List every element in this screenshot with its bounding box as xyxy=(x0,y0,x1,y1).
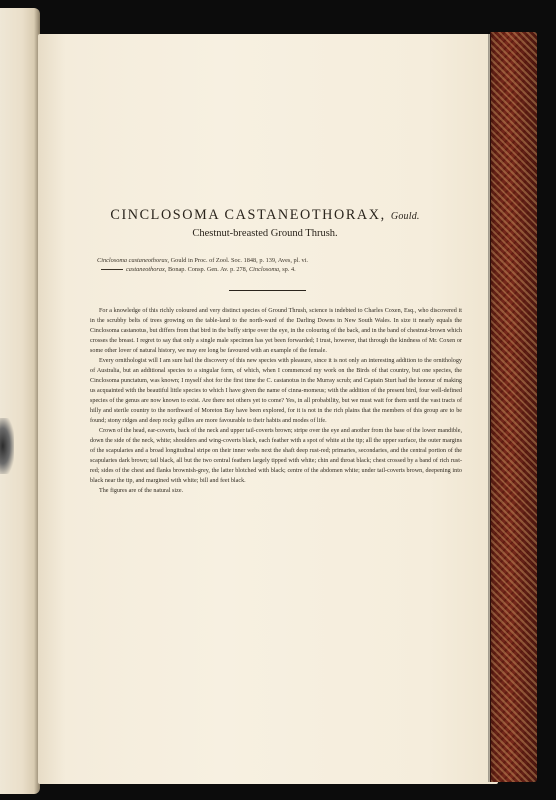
facing-page-edge xyxy=(0,8,40,794)
common-name: Chestnut-breasted Ground Thrush. xyxy=(192,228,338,239)
synonym-tail: sp. 4. xyxy=(280,266,296,273)
paragraph: The figures are of the natural size. xyxy=(99,488,184,494)
section-rule xyxy=(229,290,306,291)
ditto-dash xyxy=(101,269,123,270)
synonym-name: castaneothorax, xyxy=(126,266,167,273)
paragraph: Crown of the head, ear-coverts, back of the neck and upper tail-coverts brown; stripe over the eye and another from the base of the lower mandible, down the side of the neck, white; shoulders and wing-coverts black, each feather with a spot of white at the tip; all the upper surface, the outer margins of the scapularies and a broad longitudinal stripe on their inner webs next the shaft deep rust-red; primaries, secondaries, and the central portion of the scapularies dark brown; tail black, all but the two central feathers largely tipped with white; chin and throat black; chest crossed by a band of rich rust-red; sides of the chest and flanks brownish-grey, the latter blotched with black; centre of the abdomen white; under tail-coverts brown, deepening into black near the tip, and margined with white; bill and feet black. xyxy=(90,428,462,484)
page-edge-shadow xyxy=(488,32,494,782)
synonym-reference: Bonap. Consp. Gen. Av. p. 278, xyxy=(166,266,249,273)
paragraph: For a knowledge of this richly coloured and very distinct species of Ground Thrush, science is indebted to Charles Coxen, Esq., who discovered it in the scrubby belts of trees growing on the table-land to the north-ward of the Darling Downs in New South Wales. In size it nearly equals the Cinclosoma castanotus, but differs from that bird in the buffy stripe over the eye, in the colouring of the back, and in the band of chestnut-brown which crosses the breast. I regret to say that only a single male specimen has yet been forwarded; I trust, however, that through the kindness of Mr. Coxen or some other lover of natural history, we may ere long be favoured with an example of the female. xyxy=(90,308,462,354)
paragraph: Every ornithologist will I am sure hail the discovery of this new species with pleasure, since it is not only an interesting addition to the ornithology of Australia, but an additional species to a singular form, of which, when I commenced my work on the Birds of that country, but one species, the Cinclosoma punctatum, was known; I myself shot for the first time the C. castanotus in the Murray scrub; and Captain Sturt had the honour of making us acquainted with the beautiful little species to which I have given the name of cinna-momeus; with the addition of the present bird, four well-defined species of the genus are now known to exist. Are there not others yet to come? Yes, in all probability, but we must wait for them until the vast tracts of hilly and sterile country to the northward of Moreton Bay have been explored, for it is not in the rich plains that the members of this group are to be found; stony ridges and deep rocky gullies are more favourable to their habits and modes of life. xyxy=(90,358,462,424)
synonym-reference: Gould in Proc. of Zool. Soc. 1848, p. 139, Aves, pl. vi. xyxy=(169,257,308,264)
marbled-page-edges xyxy=(490,32,537,782)
species-name: CINCLOSOMA CASTANEOTHORAX, xyxy=(110,207,386,223)
facing-plate-fragment xyxy=(0,418,14,474)
synonym-line-1 xyxy=(97,257,437,264)
species-title xyxy=(60,207,470,224)
synonym-genus: Cinclosoma, xyxy=(248,266,281,273)
synonym-name: Cinclosoma castaneothorax, xyxy=(97,257,170,264)
species-author: Gould. xyxy=(390,211,420,222)
synonym-line-2 xyxy=(101,266,441,273)
body-text xyxy=(90,306,462,496)
